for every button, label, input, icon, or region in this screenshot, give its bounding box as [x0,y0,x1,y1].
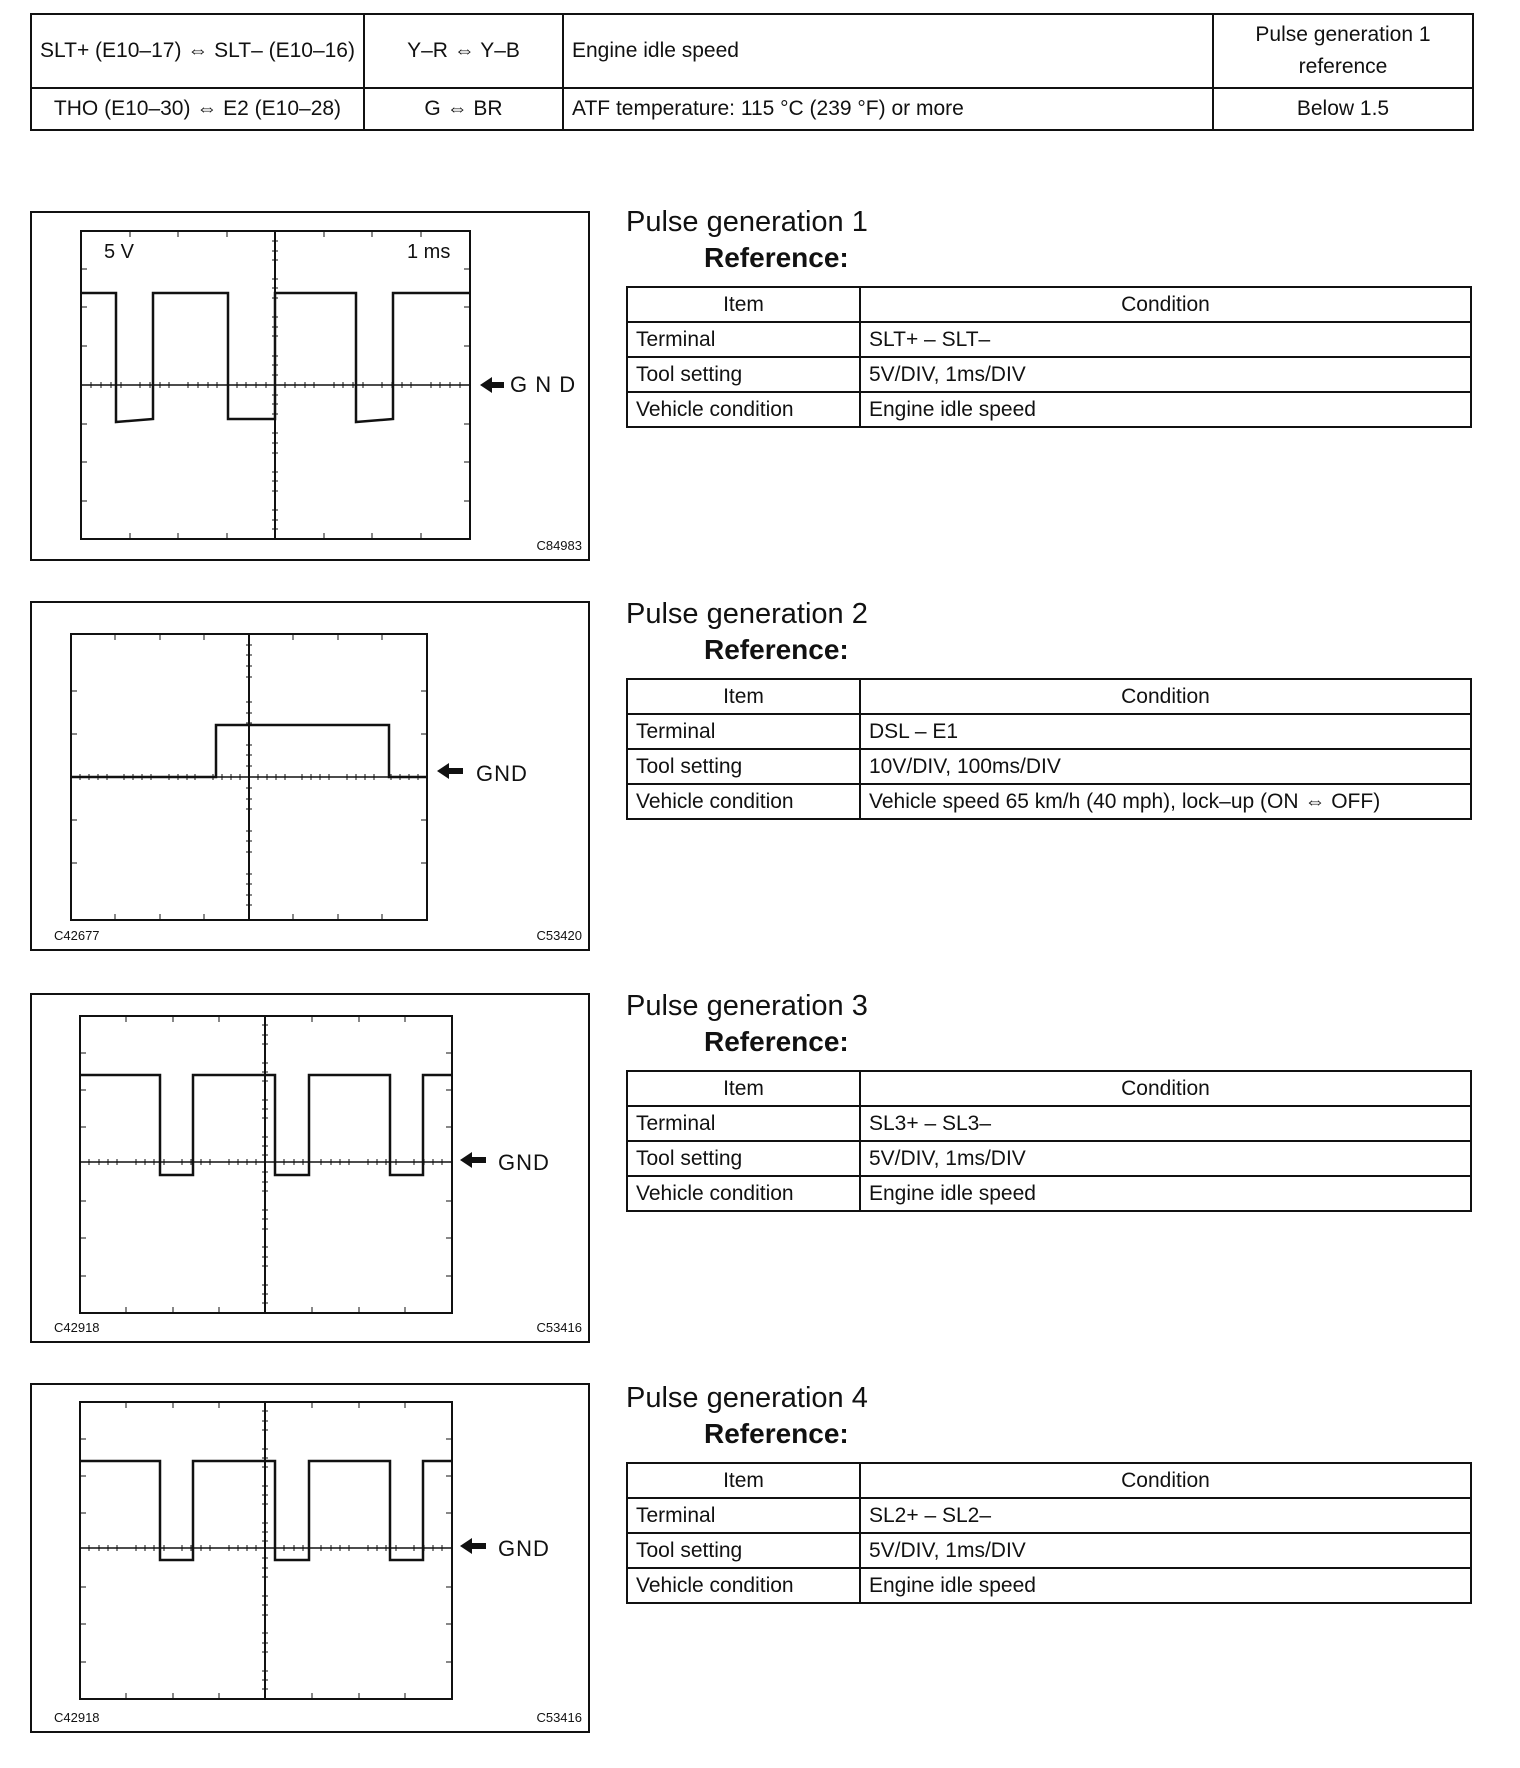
table-header-row [627,1071,1471,1106]
reference-block-2 [626,596,1472,820]
table-row [627,1106,1471,1141]
row-condition: Engine idle speed [860,392,1471,427]
gnd-label: GND [498,1150,550,1175]
gnd-arrow-icon [437,763,463,779]
table-header-row [627,1463,1471,1498]
row-condition: Engine idle speed [860,1568,1471,1603]
header-item: Item [627,1463,860,1498]
waveform-1 [32,213,588,559]
gnd-label: GND [476,761,528,786]
table-row [627,1141,1471,1176]
pulse-generation-title: Pulse generation 2 [626,598,868,630]
row-item: Vehicle condition [627,1176,860,1211]
terminal-cell: THO (E10–30) ⇔ E2 (E10–28) [31,88,364,130]
pulse-generation-title: Pulse generation 3 [626,990,868,1022]
table-header-row [627,287,1471,322]
reference-table [626,1070,1472,1212]
table-row [627,1498,1471,1533]
row-condition: 5V/DIV, 1ms/DIV [860,357,1471,392]
row-item: Terminal [627,1106,860,1141]
row-condition: Vehicle speed 65 km/h (40 mph), lock–up (ON ⇔ OFF) [860,784,1471,819]
row-item: Tool setting [627,357,860,392]
row-condition: DSL – E1 [860,714,1471,749]
table-row [627,784,1471,819]
oscilloscope-figure-4 [30,1383,590,1733]
table-header-row [627,679,1471,714]
header-condition: Condition [860,679,1471,714]
table-row [627,322,1471,357]
table-row [31,88,1473,130]
figure-code-right: C53416 [536,1320,582,1335]
spec-cell: Below 1.5 [1213,88,1473,130]
row-condition: 5V/DIV, 1ms/DIV [860,1141,1471,1176]
reference-heading: Reference: [704,1026,849,1057]
figure-code-left: C42918 [54,1320,100,1335]
row-item: Vehicle condition [627,784,860,819]
row-item: Vehicle condition [627,392,860,427]
figure-code-right: C53416 [536,1710,582,1725]
reference-heading: Reference: [704,242,849,273]
table-row [627,1533,1471,1568]
gnd-arrow-icon [460,1538,486,1554]
table-row [31,14,1473,88]
gnd-label: GND [498,1536,550,1561]
oscilloscope-figure-1 [30,211,590,561]
table-row [627,714,1471,749]
pulse-generation-title: Pulse generation 1 [626,206,868,238]
table-row [627,392,1471,427]
header-condition: Condition [860,1463,1471,1498]
wiring-cell: Y–R ⇔ Y–B [364,14,563,88]
figure-code-left: C42677 [54,928,100,943]
gnd-arrow-icon [480,377,504,393]
header-item: Item [627,679,860,714]
header-item: Item [627,1071,860,1106]
row-item: Terminal [627,322,860,357]
table-row [627,749,1471,784]
reference-block-1 [626,204,1472,428]
row-condition: SL3+ – SL3– [860,1106,1471,1141]
row-condition: 5V/DIV, 1ms/DIV [860,1533,1471,1568]
reference-table [626,1462,1472,1604]
gnd-arrow-icon [460,1152,486,1168]
figure-code-left: C42918 [54,1710,100,1725]
pulse-generation-title: Pulse generation 4 [626,1382,868,1414]
table-row [627,1568,1471,1603]
figure-code-right: C53420 [536,928,582,943]
reference-heading: Reference: [704,1418,849,1449]
row-item: Vehicle condition [627,1568,860,1603]
table-row [627,1176,1471,1211]
row-condition: SL2+ – SL2– [860,1498,1471,1533]
row-condition: SLT+ – SLT– [860,322,1471,357]
gnd-label: G N D [510,372,577,397]
header-condition: Condition [860,1071,1471,1106]
condition-cell: ATF temperature: 115 °C (239 °F) or more [563,88,1213,130]
wiring-cell: G ⇔ BR [364,88,563,130]
oscilloscope-figure-2 [30,601,590,951]
reference-block-4 [626,1380,1472,1604]
oscilloscope-figure-3 [30,993,590,1343]
condition-cell: Engine idle speed [563,14,1213,88]
header-item: Item [627,287,860,322]
row-item: Tool setting [627,1141,860,1176]
time-div-label: 1 ms [407,241,451,263]
table-row [627,357,1471,392]
volt-div-label: 5 V [104,241,135,263]
row-item: Terminal [627,714,860,749]
reference-block-3 [626,988,1472,1212]
reference-table [626,286,1472,428]
row-condition: Engine idle speed [860,1176,1471,1211]
figure-code-right: C84983 [536,538,582,553]
reference-heading: Reference: [704,634,849,665]
row-item: Terminal [627,1498,860,1533]
reference-table [626,678,1472,820]
spec-cell: Pulse generation 1 reference [1213,14,1473,88]
terminal-spec-table [30,13,1474,131]
terminal-cell: SLT+ (E10–17) ⇔ SLT– (E10–16) [31,14,364,88]
row-item: Tool setting [627,749,860,784]
header-condition: Condition [860,287,1471,322]
row-item: Tool setting [627,1533,860,1568]
row-condition: 10V/DIV, 100ms/DIV [860,749,1471,784]
